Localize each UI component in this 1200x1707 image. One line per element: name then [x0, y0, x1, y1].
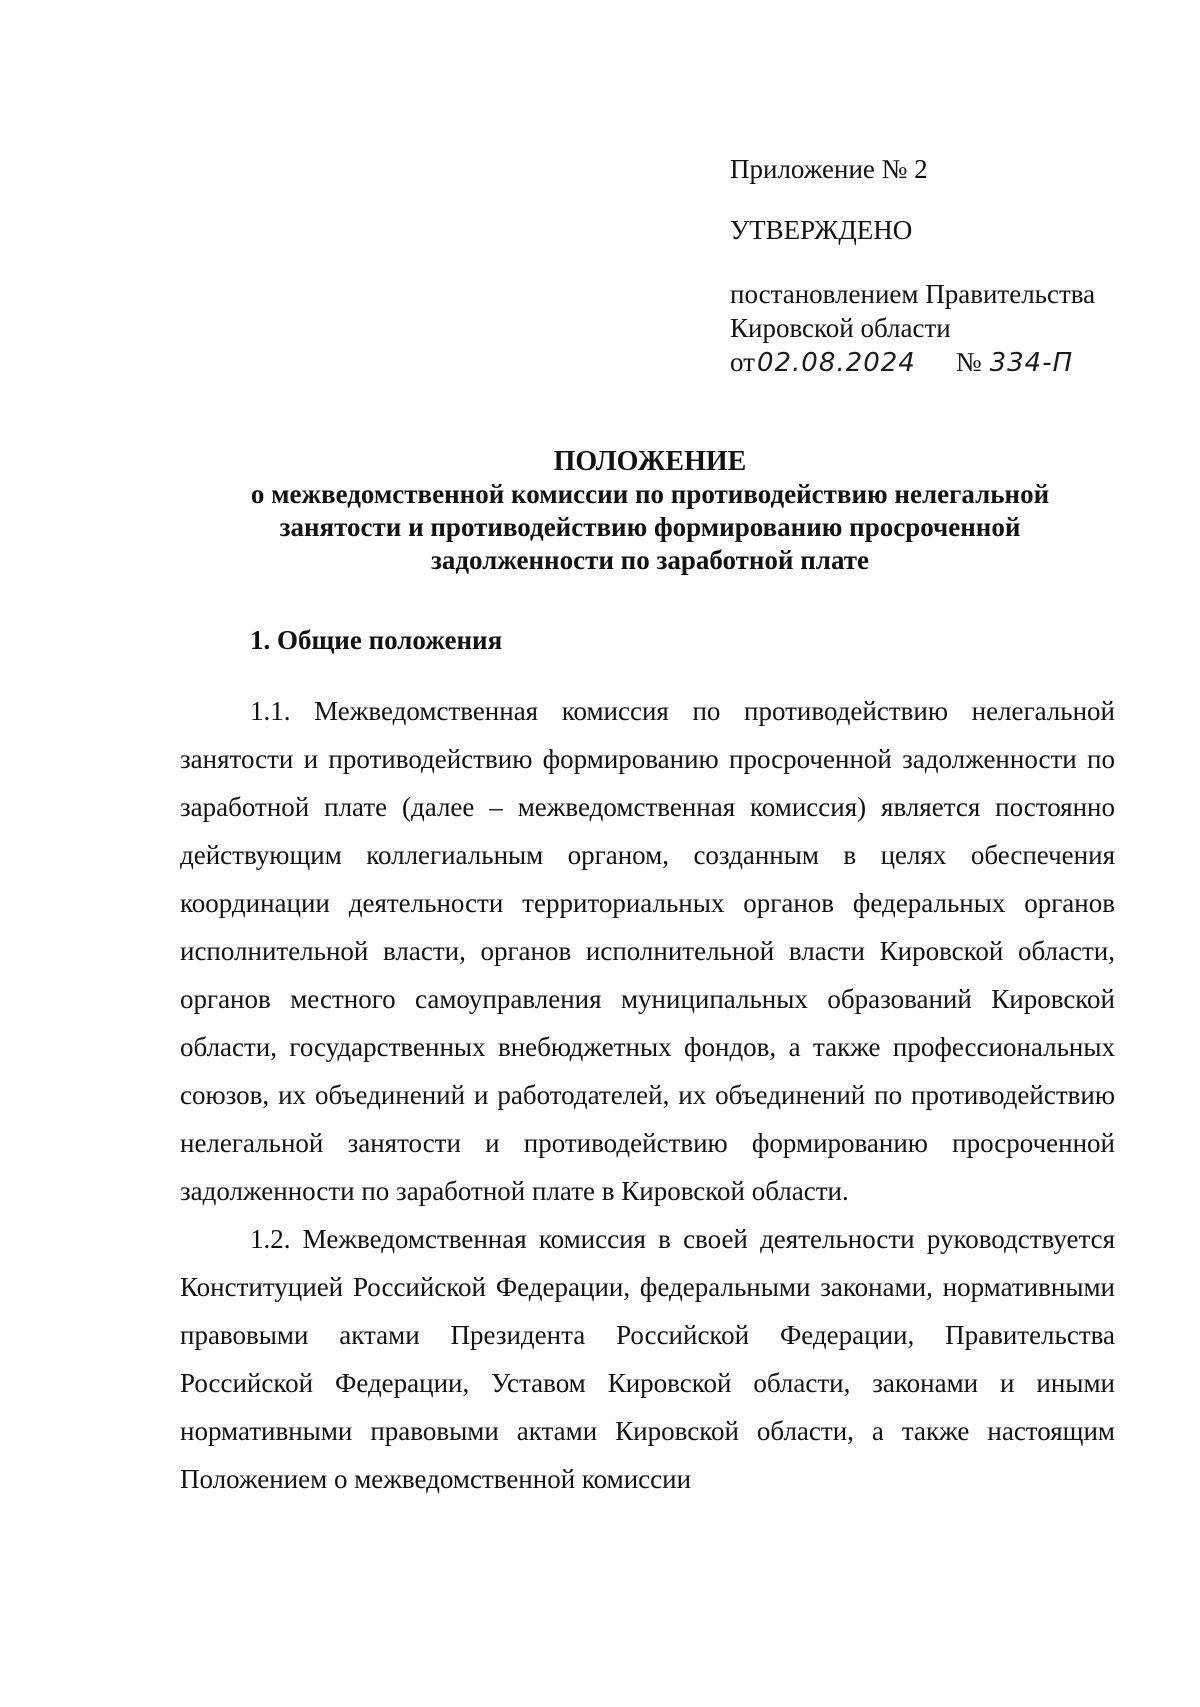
approved-stamp-text: УТВЕРЖДЕНО — [730, 215, 913, 245]
approval-block — [730, 152, 1130, 380]
approved-by-line-2: Кировской области — [730, 313, 951, 343]
number-label: № — [955, 347, 982, 377]
document-subtitle-line-3: задолженности по заработной плате — [430, 545, 869, 575]
body-text-clip — [180, 687, 1115, 1697]
section-heading: 1. Общие положения — [250, 625, 503, 655]
date-from-label: от — [730, 347, 755, 377]
document-title: ПОЛОЖЕНИЕ — [553, 446, 747, 477]
document-title-block — [180, 445, 1120, 577]
paragraph-1-1: 1.1. Межведомственная комиссия по противодействию нелегальной занятости и противодействию формированию просроченной задолженности по заработной плате (далее – межведомственная комиссия) является постоянно действующим коллегиальным органом, созданным в целях обеспечения координации деятельности территориальных органов федеральных органов исполнительной власти, органов исполнительной власти Кировской области, органов местного самоуправления муниципальных образований Кировской области, государственных внебюджетных фондов, а также профессиональных союзов, их объединений и работодателей, их объединений по противодействию нелегальной занятости и противодействию формированию просроченной задолженности по заработной плате в Кировской области. — [180, 696, 1115, 1206]
document-subtitle-line-1: о межведомственной комиссии по противодействию нелегальной — [250, 479, 1050, 509]
approved-by-line-1: постановлением Правительства — [730, 279, 1096, 309]
paragraph-1-2: 1.2. Межведомственная комиссия в своей деятельности руководствуется Конституцией Российской Федерации, федеральными законами, нормативными правовыми актами Президента Российской Федерации, Правительства Российской Федерации, Уставом Кировской области, законами и иными нормативными правовыми актами Кировской области, а также настоящим Положением о межведомственной комиссии — [180, 1224, 1115, 1494]
handwritten-number: 334-П — [989, 348, 1074, 378]
appendix-label: Приложение № 2 — [730, 154, 928, 184]
handwritten-date: 02.08.2024 — [756, 348, 916, 378]
body-text — [180, 687, 1115, 1697]
approval-date-number-line — [730, 345, 1130, 380]
document-subtitle-line-2: занятости и противодействию формированию просроченной — [279, 512, 1021, 542]
